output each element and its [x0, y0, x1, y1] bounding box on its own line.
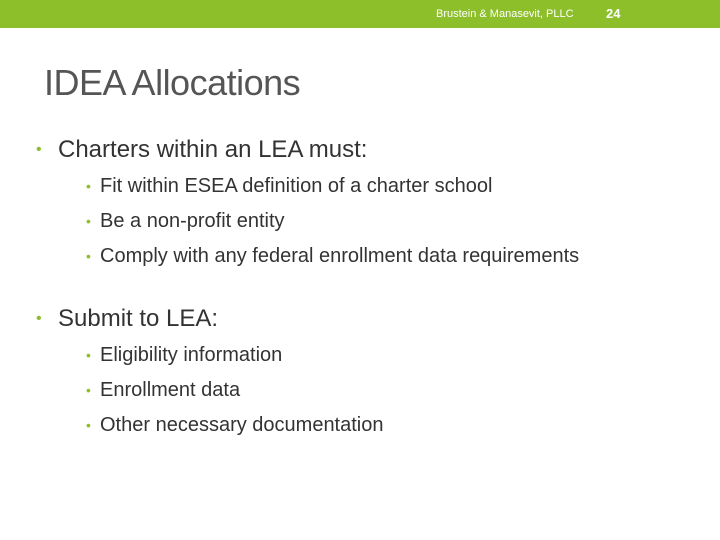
- sub-bullet-item: [58, 413, 696, 448]
- bullet-icon: •: [86, 417, 91, 433]
- bullet-icon: •: [86, 382, 91, 398]
- sub-list: [58, 174, 696, 279]
- bullet-icon: •: [86, 178, 91, 194]
- bullet-icon: •: [86, 347, 91, 363]
- spacer: [36, 279, 696, 305]
- sub-list: [58, 343, 696, 448]
- sub-bullet-item: [58, 244, 696, 279]
- bullet-item: [36, 136, 696, 279]
- bullet-icon: •: [86, 248, 91, 264]
- sub-bullet-text: Be a non-profit entity: [100, 210, 285, 232]
- bullet-text: Charters within an LEA must:: [58, 136, 368, 163]
- bullet-text: Submit to LEA:: [58, 305, 219, 332]
- sub-bullet-text: Enrollment data: [100, 379, 241, 401]
- sub-bullet-item: [58, 343, 696, 378]
- bullet-item: [36, 305, 696, 448]
- sub-bullet-item: [58, 174, 696, 209]
- bullet-icon: •: [36, 310, 42, 327]
- sub-bullet-text: Fit within ESEA definition of a charter school: [100, 175, 493, 197]
- sub-bullet-text: Comply with any federal enrollment data requirements: [100, 245, 580, 267]
- slide-content: [36, 136, 696, 448]
- page-number: 24: [606, 6, 621, 21]
- bullet-icon: •: [86, 213, 91, 229]
- sub-bullet-text: Eligibility information: [100, 344, 283, 366]
- header-bar: [0, 0, 720, 28]
- sub-bullet-item: [58, 209, 696, 244]
- slide-title: IDEA Allocations: [44, 62, 301, 103]
- footer-text: Brustein & Manasevit, PLLC: [436, 8, 574, 20]
- bullet-icon: •: [36, 141, 42, 158]
- sub-bullet-item: [58, 378, 696, 413]
- sub-bullet-text: Other necessary documentation: [100, 414, 384, 436]
